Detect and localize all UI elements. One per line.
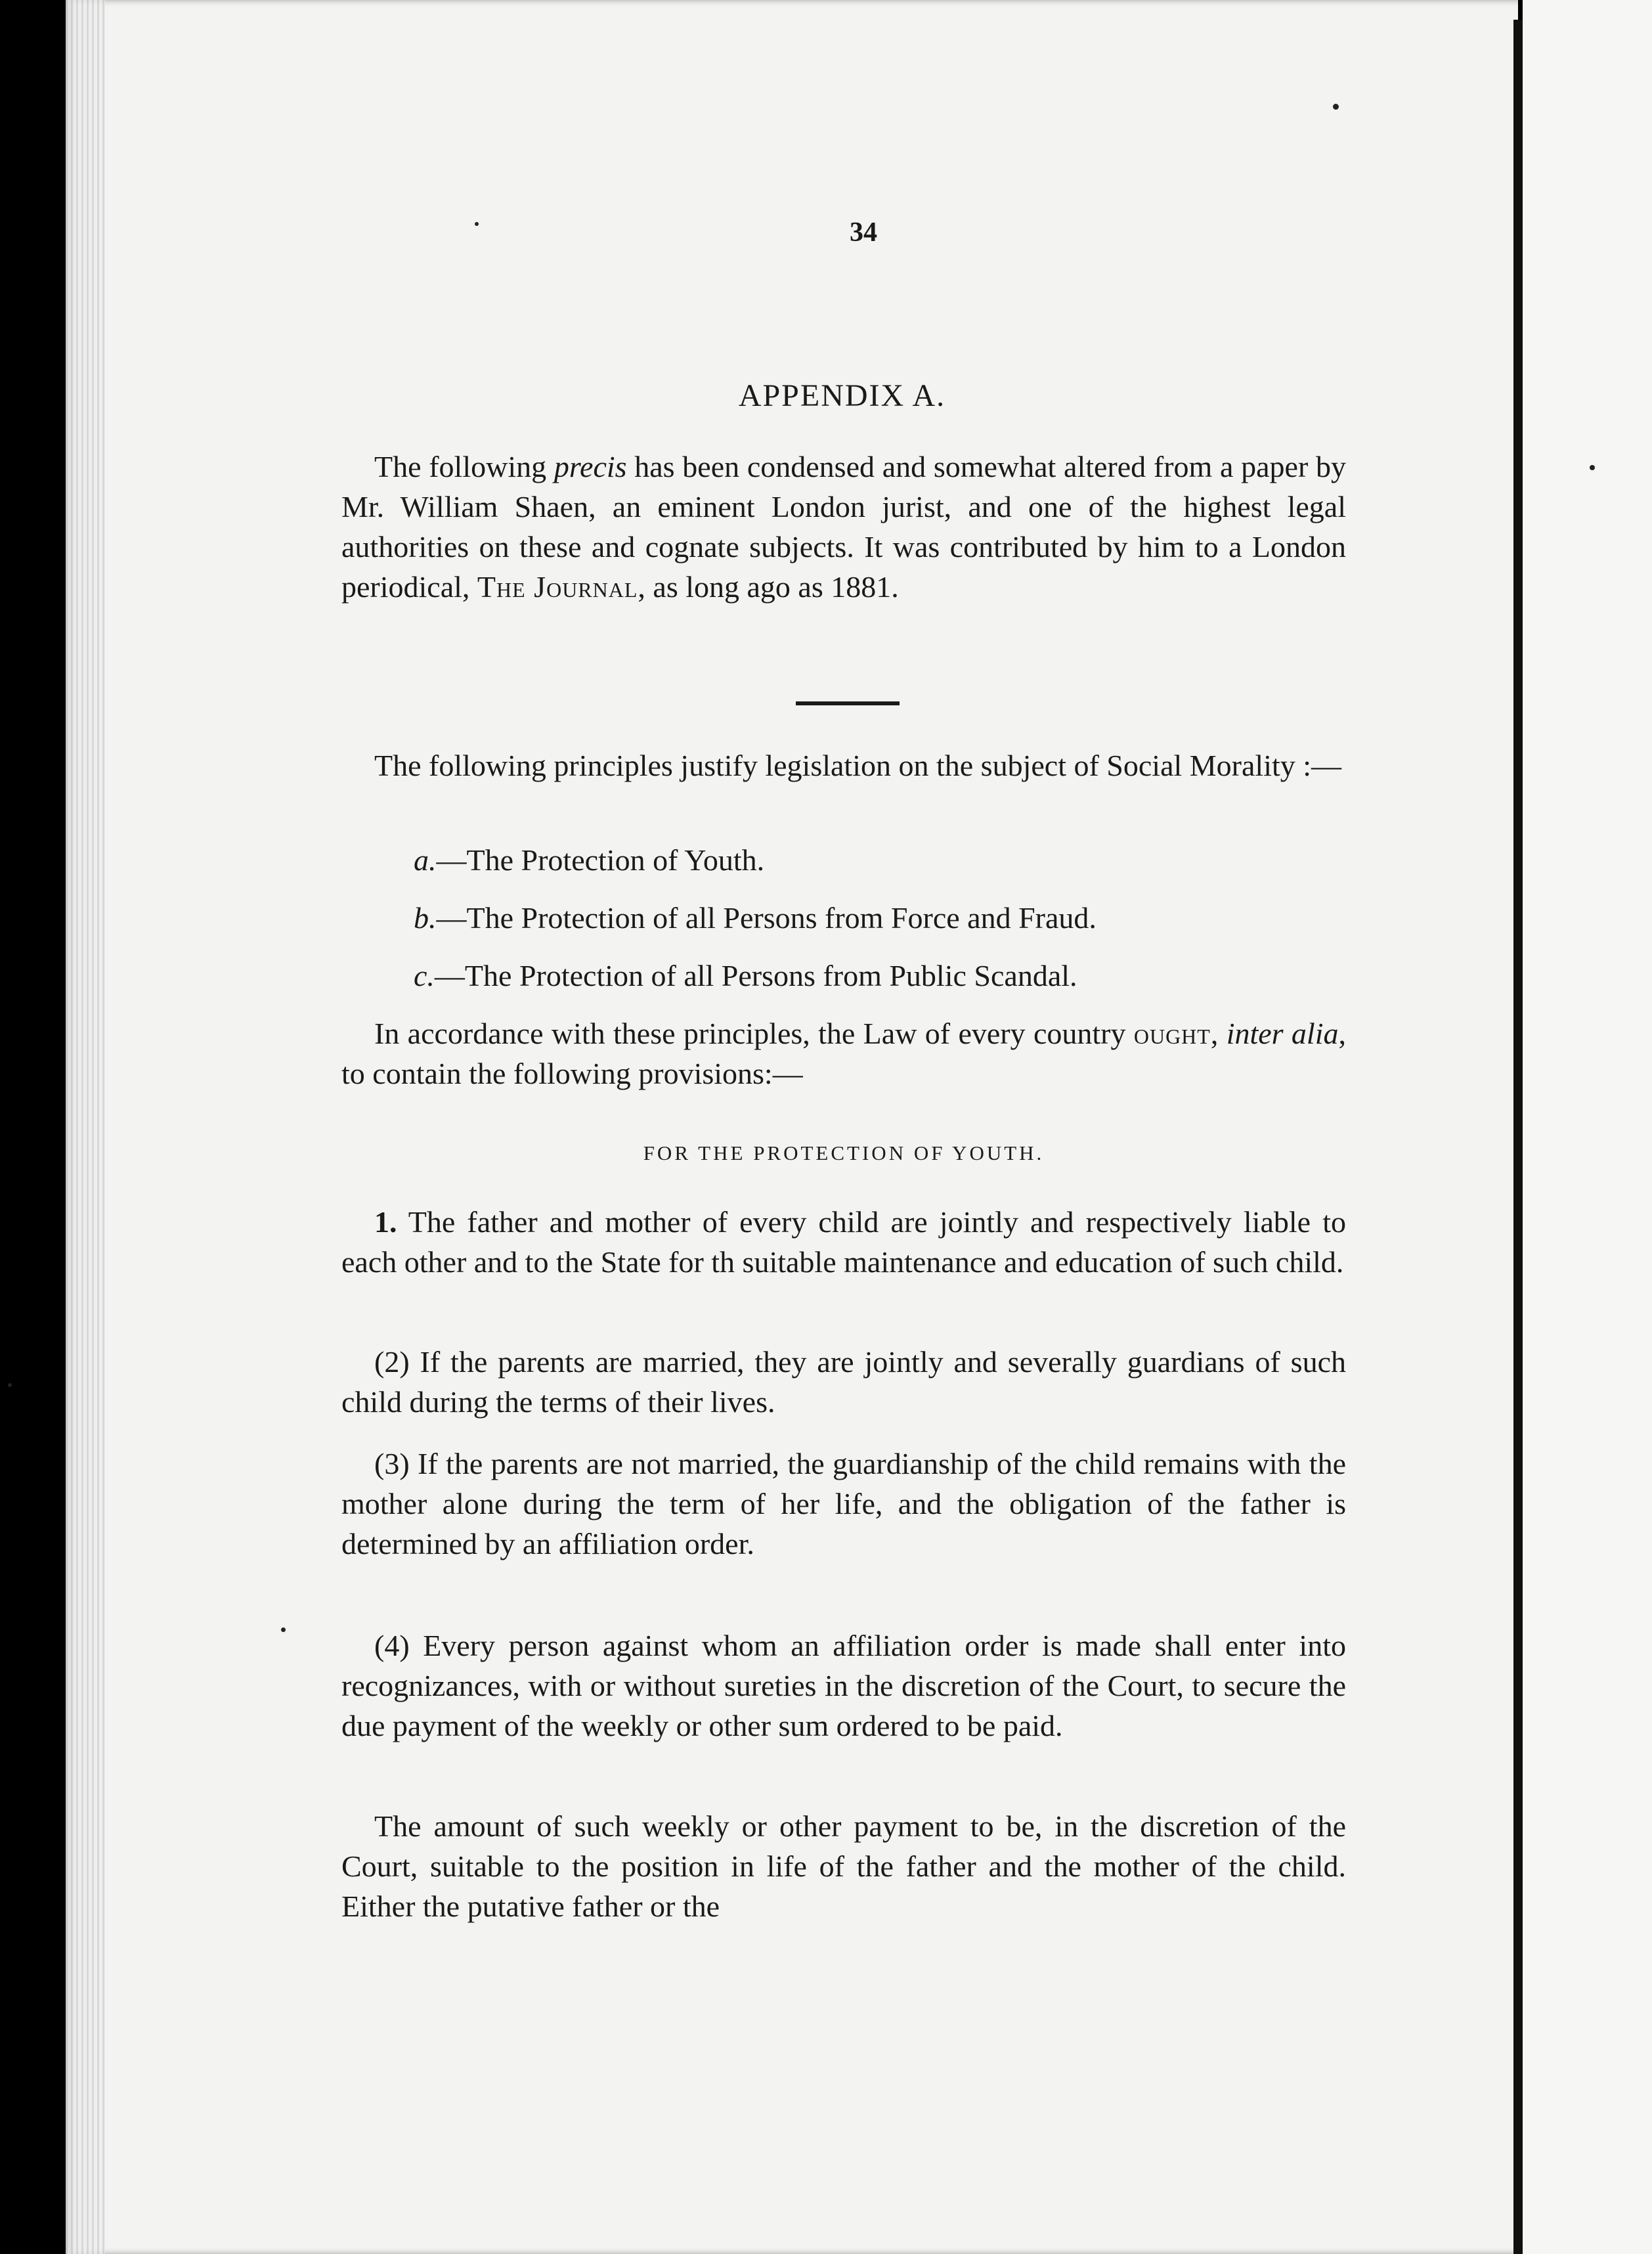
intro-text-2: has been condensed and somewhat altered from a paper by Mr. William Shaen, an eminent London jurist, and one of the highest legal authorities on these and cognate subjects. It was contributed by him to a London periodical,	[341, 450, 1346, 604]
ought-term: ought	[1133, 1017, 1211, 1050]
accordance-text-3: , to contain the following provisions:—	[341, 1017, 1346, 1090]
intro-text-3: , as long ago as 1881.	[638, 570, 899, 604]
principle-letter: b.	[414, 901, 437, 935]
page-number: 34	[850, 217, 877, 248]
precis-term: precis	[554, 450, 627, 483]
provision-text: The father and mother of every child are jointly and respectively liable to each other and to the State for th suitable maintenance and education of such child.	[341, 1205, 1346, 1279]
intro-text-1: The following	[374, 450, 554, 483]
dust-speck	[8, 1383, 12, 1387]
principles-intro: The following principles justify legislation on the subject of Social Morality :—	[374, 749, 1342, 782]
page-edge-shading	[66, 0, 105, 2254]
provision-3: (3) If the parents are not married, the guardianship of the child remains with the mother alone during the term of her life, and the obligation of the father is determined by an affiliation order.	[341, 1447, 1346, 1560]
provision-4: (4) Every person against whom an affiliation order is made shall enter into recognizances, with or without sureties in the discretion of the Court, to secure the due payment of the weekly or other sum ordered to be paid.	[341, 1629, 1346, 1742]
principle-item-b	[414, 898, 1333, 938]
provision-number: 1.	[374, 1205, 397, 1239]
principle-text: —The Protection of all Persons from Public Scandal.	[434, 959, 1077, 992]
provision-2: (2) If the parents are married, they are jointly and severally guardians of such child during the terms of their lives.	[341, 1345, 1346, 1419]
section-subheading: FOR THE PROTECTION OF YOUTH.	[643, 1141, 1045, 1164]
principle-item-a	[414, 841, 1333, 880]
accordance-paragraph	[341, 1013, 1346, 1094]
accordance-text-1: In accordance with these principles, the Law of every country	[374, 1017, 1134, 1050]
principle-text: —The Protection of all Persons from Force and Fraud.	[436, 901, 1097, 935]
dust-speck	[1333, 104, 1339, 110]
provision-continuation: The amount of such weekly or other payment to be, in the discretion of the Court, suitable to the position in life of the father and the mother of the child. Either the putative father or the	[341, 1809, 1346, 1923]
dust-speck	[475, 222, 479, 226]
dust-speck	[1590, 465, 1595, 470]
principle-item-c	[414, 956, 1333, 996]
accordance-text-2: ,	[1210, 1017, 1227, 1050]
facing-page-strip	[1523, 0, 1652, 2254]
principle-letter: a.	[414, 843, 437, 877]
book-spine-edge	[1513, 20, 1523, 2254]
principle-letter: c.	[414, 959, 435, 992]
appendix-heading: APPENDIX A.	[738, 378, 946, 413]
dust-speck	[281, 1627, 286, 1632]
principle-text: —The Protection of Youth.	[436, 843, 765, 877]
journal-title: The Journal	[477, 570, 638, 604]
intro-paragraph	[341, 447, 1346, 607]
provision-1	[341, 1202, 1346, 1282]
section-divider	[796, 701, 900, 705]
inter-alia-term: inter alia	[1226, 1017, 1339, 1050]
